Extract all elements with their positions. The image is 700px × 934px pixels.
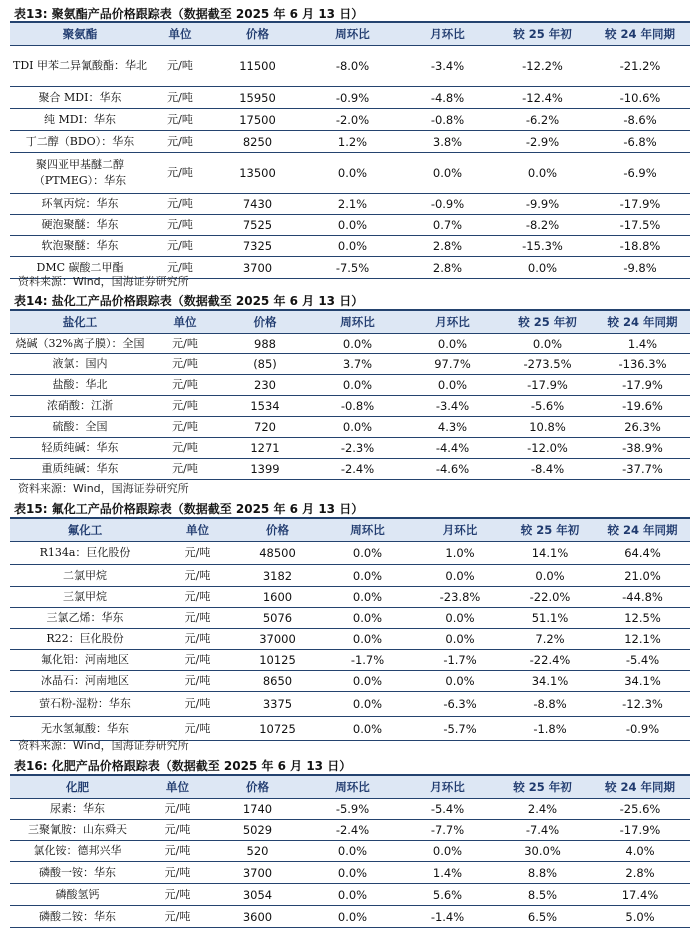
table-row: DMC 碳酸二甲酯 元/吨 3700 -7.5% 2.8% 0.0% -9.8%: [10, 257, 690, 279]
table-row: 磷酸一铵：华东 元/吨 3700 0.0% 1.4% 8.8% 2.8%: [10, 862, 690, 884]
table14-source: 资料来源：Wind，国海证券研究所: [18, 482, 189, 495]
table-header-row: 氟化工 单位 价格 周环比 月环比 较 25 年初 较 24 年同期: [10, 518, 690, 542]
table-row: TDI 甲苯二异氰酸酯：华北 元/吨 11500 -8.0% -3.4% -12.2% -21.2%: [10, 46, 690, 87]
table-row: 磷酸二铵：华东 元/吨 3600 0.0% -1.4% 6.5% 5.0%: [10, 906, 690, 928]
table-row: 盐酸：华北 元/吨 230 0.0% 0.0% -17.9% -17.9%: [10, 375, 690, 396]
table14-salt-chemical: [10, 309, 690, 480]
table-row: 丁二醇（BDO）：华东 元/吨 8250 1.2% 3.8% -2.9% -6.8%: [10, 131, 690, 153]
table13-polyurethane: [10, 21, 690, 279]
table-row: 三聚氰胺：山东舜天 元/吨 5029 -2.4% -7.7% -7.4% -17.9%: [10, 820, 690, 841]
table-row: 液氯：国内 元/吨 (85) 3.7% 97.7% -273.5% -136.3%: [10, 354, 690, 375]
table-row: 磷酸氢钙 元/吨 3054 0.0% 5.6% 8.5% 17.4%: [10, 884, 690, 906]
table-row: 萤石粉-湿粉：华东 元/吨 3375 0.0% -6.3% -8.8% -12.3%: [10, 692, 690, 717]
table16-title: 表16: 化肥产品价格跟踪表（数据截至 2025 年 6 月 13 日）: [14, 759, 352, 773]
table15-title: 表15: 氟化工产品价格跟踪表（数据截至 2025 年 6 月 13 日）: [14, 502, 364, 516]
table-row: R22：巨化股份 元/吨 37000 0.0% 0.0% 7.2% 12.1%: [10, 629, 690, 650]
table-row: 尿素：华东 元/吨 1740 -5.9% -5.4% 2.4% -25.6%: [10, 799, 690, 820]
table-row: 浓硝酸：江浙 元/吨 1534 -0.8% -3.4% -5.6% -19.6%: [10, 396, 690, 417]
table-row: 烧碱（32%离子膜）：全国 元/吨 988 0.0% 0.0% 0.0% 1.4%: [10, 334, 690, 354]
table-header-row: 化肥 单位 价格 周环比 月环比 较 25 年初 较 24 年同期: [10, 775, 690, 799]
table-row: 三氯甲烷 元/吨 1600 0.0% -23.8% -22.0% -44.8%: [10, 587, 690, 608]
table-header-row: 盐化工 单位 价格 周环比 月环比 较 25 年初 较 24 年同期: [10, 310, 690, 334]
table-row: 重质纯碱：华东 元/吨 1399 -2.4% -4.6% -8.4% -37.7%: [10, 459, 690, 480]
table16-fertilizer: [10, 774, 690, 928]
table-row: 三氯乙烯：华东 元/吨 5076 0.0% 0.0% 51.1% 12.5%: [10, 608, 690, 629]
table13-source: 资料来源：Wind，国海证券研究所: [18, 275, 189, 288]
table-row: 软泡聚醚：华东 元/吨 7325 0.0% 2.8% -15.3% -18.8%: [10, 236, 690, 257]
table-row: 聚四亚甲基醚二醇（PTMEG）：华东 元/吨 13500 0.0% 0.0% 0.0% -6.9%: [10, 153, 690, 194]
table-row: 无水氢氟酸：华东 元/吨 10725 0.0% -5.7% -1.8% -0.9%: [10, 717, 690, 741]
table15-fluorine-chemical: [10, 517, 690, 741]
table-row: R134a：巨化股份 元/吨 48500 0.0% 1.0% 14.1% 64.4%: [10, 542, 690, 565]
table-row: 硬泡聚醚：华东 元/吨 7525 0.0% 0.7% -8.2% -17.5%: [10, 215, 690, 236]
table-row: 氯化铵：德邦兴华 元/吨 520 0.0% 0.0% 30.0% 4.0%: [10, 841, 690, 862]
table-row: 轻质纯碱：华东 元/吨 1271 -2.3% -4.4% -12.0% -38.9%: [10, 438, 690, 459]
table-row: 冰晶石：河南地区 元/吨 8650 0.0% 0.0% 34.1% 34.1%: [10, 671, 690, 692]
table-header-row: 聚氨酯 单位 价格 周环比 月环比 较 25 年初 较 24 年同期: [10, 22, 690, 46]
table-row: 环氧丙烷：华东 元/吨 7430 2.1% -0.9% -9.9% -17.9%: [10, 194, 690, 215]
table15-source: 资料来源：Wind，国海证券研究所: [18, 739, 189, 752]
table-row: 纯 MDI：华东 元/吨 17500 -2.0% -0.8% -6.2% -8.6%: [10, 109, 690, 131]
table-row: 氟化铝：河南地区 元/吨 10125 -1.7% -1.7% -22.4% -5.4%: [10, 650, 690, 671]
table14-title: 表14: 盐化工产品价格跟踪表（数据截至 2025 年 6 月 13 日）: [14, 294, 364, 308]
table-row: 硫酸：全国 元/吨 720 0.0% 4.3% 10.8% 26.3%: [10, 417, 690, 438]
table13-title: 表13: 聚氨酯产品价格跟踪表（数据截至 2025 年 6 月 13 日）: [14, 7, 364, 21]
table-row: 二氯甲烷 元/吨 3182 0.0% 0.0% 0.0% 21.0%: [10, 565, 690, 587]
table-row: 聚合 MDI：华东 元/吨 15950 -0.9% -4.8% -12.4% -10.6%: [10, 87, 690, 109]
